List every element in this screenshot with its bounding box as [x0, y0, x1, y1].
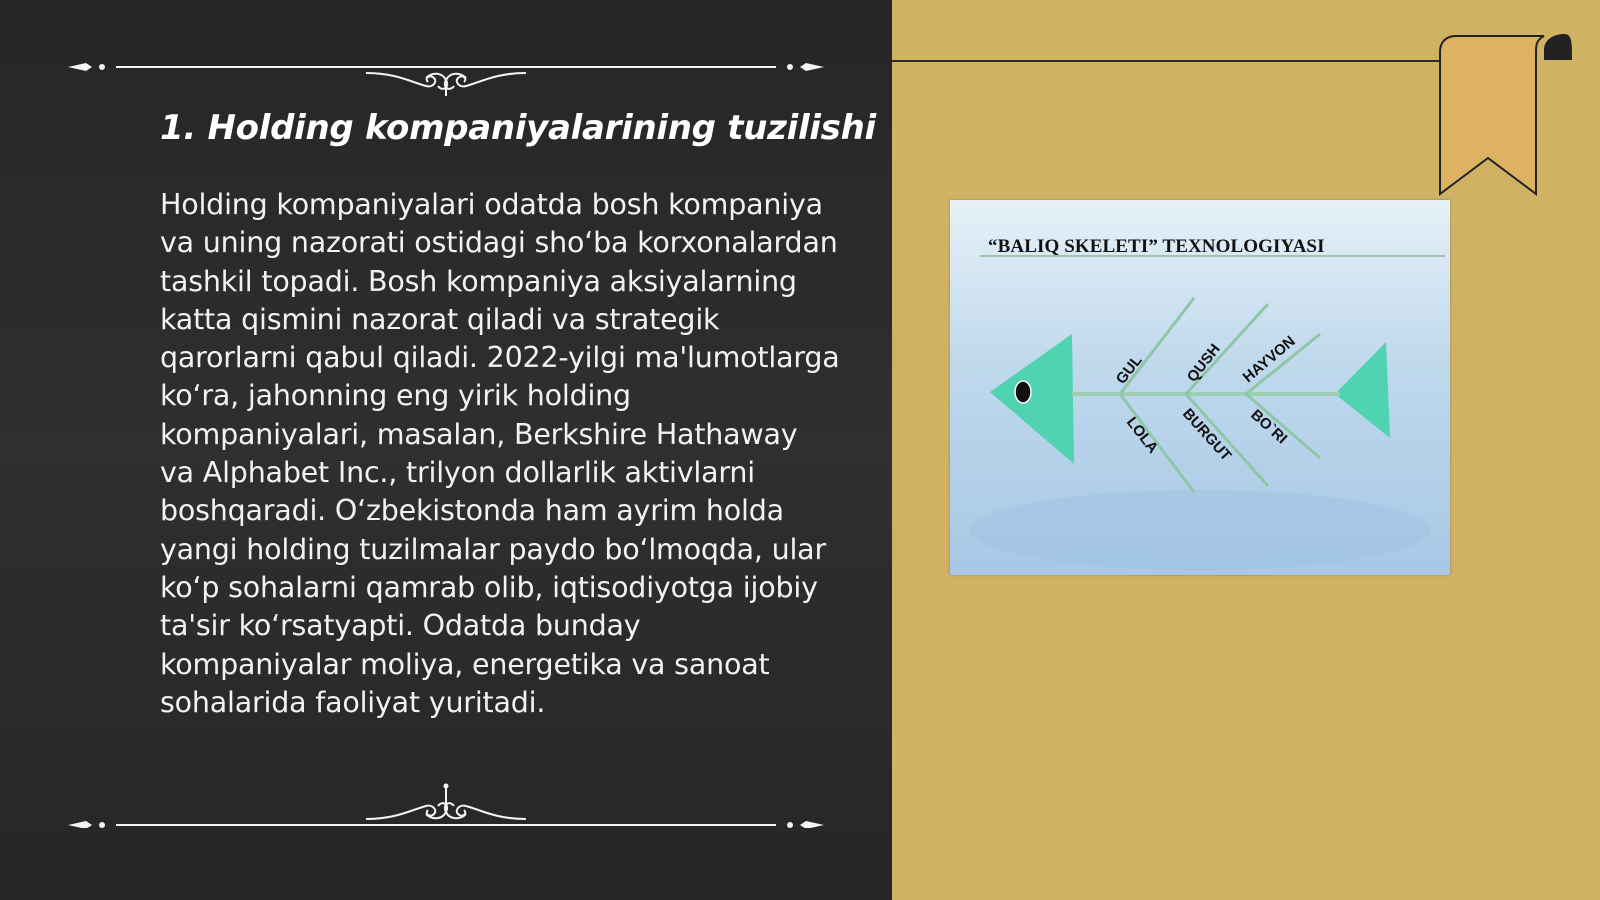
bone-label-gul: GUL: [1112, 352, 1146, 388]
top-ornament-divider: [66, 36, 826, 96]
fish-head-icon: [990, 334, 1074, 464]
slide-title: 1. Holding kompaniyalarining tuzilishi: [160, 108, 876, 148]
bottom-ornament-divider: [66, 768, 826, 828]
bone-label-burgut: BURGUT: [1179, 405, 1235, 465]
fish-tail-icon: [1335, 342, 1390, 438]
fishbone-diagram-image: [950, 200, 1450, 575]
bone-label-qush: QUSH: [1183, 340, 1224, 386]
fishbone-title: “BALIQ SKELETI” TEXNOLOGIYASI: [988, 236, 1325, 257]
slide-body-text: Holding kompaniyalari odatda bosh kompaniya va uning nazorati ostidagi sho‘ba korxonalardan tashkil topadi. Bosh kompaniya aksiyalarning katta qismini nazorat qiladi va strategik qarorlarni qabul qiladi. 2022-yilgi ma'lumotlarga ko‘ra, jahonning eng yirik holding kompaniyalari, masalan, Berkshire Hathaway va Alphabet Inc., trilyon dollarlik aktivlarni boshqaradi. O‘zbekistonda ham ayrim holda yangi holding tuzilmalar paydo bo‘lmoqda, ular ko‘p sohalarni qamrab olib, iqtisodiyotga ijobiy ta'sir ko‘rsatyapti. Odatda bunday kompaniyalar moliya, energetika va sanoat sohalarida faoliyat yuritadi.: [160, 188, 840, 719]
bookmark-ribbon-icon: [1432, 32, 1572, 200]
bone-label-hayvon: HAYVON: [1239, 332, 1299, 387]
top-rule-line: [892, 60, 1442, 62]
bone-label-lola: LOLA: [1122, 413, 1162, 457]
background-wave: [970, 490, 1430, 570]
bone-label-bori: BO`RI: [1247, 406, 1291, 448]
fish-eye-icon: [1015, 381, 1031, 403]
